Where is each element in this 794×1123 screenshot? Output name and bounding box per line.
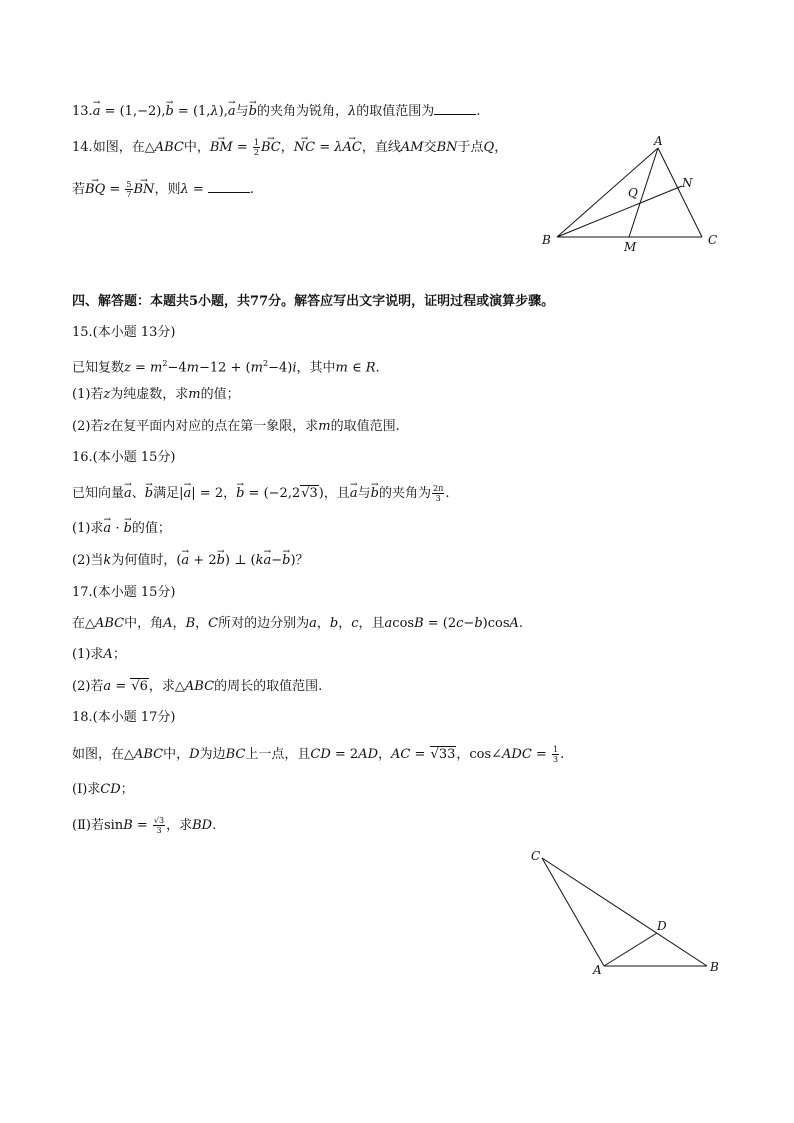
question-18-part-2: (Ⅱ)若sinB = $\frac{√3}{3}$ ，求BD. — [72, 816, 217, 835]
question-14-line-2: 若→ BQ = $\frac{5}{7}$ → BN，则λ = . — [72, 180, 254, 200]
question-16-header: 16.(本小题 15分) — [72, 450, 176, 465]
label-C: C — [708, 233, 718, 247]
label-C: C — [531, 849, 541, 863]
question-15-part-2: (2)若z在复平面内对应的点在第一象限，求m的取值范围. — [72, 419, 400, 434]
question-18-stem: 如图，在△ABC中，D为边BC上一点，且CD = 2AD，AC = √33，cos∠ADC = $\frac{1}{3}$ . — [72, 745, 565, 764]
question-number: 13. — [72, 104, 93, 119]
label-A: A — [593, 963, 602, 977]
triangle-figure-18 — [520, 840, 730, 990]
question-14-line-1 — [72, 138, 507, 158]
label-B: B — [542, 233, 551, 247]
question-17-header: 17.(本小题 15分) — [72, 585, 176, 600]
question-number: 14. — [72, 140, 93, 155]
question-13-text: → a = (1,−2),→ b = (1,λ),→ a与→ b的夹角为锐角，λ的取值范围为 . — [93, 104, 481, 119]
label-B: B — [710, 960, 719, 974]
question-18-part-1: (Ⅰ)求CD； — [72, 782, 134, 797]
section-heading: 四、解答题：本题共5小题，共77分。解答应写出文字说明，证明过程或演算步骤。 — [72, 294, 555, 309]
question-16-part-2: (2)当k为何值时，(→ a + 2→ b) ⊥ (k→ a−→ b)？ — [72, 551, 309, 571]
question-16-stem: 已知向量→ a、→ b满足|→ a| = 2，→ b = (−2,2√3)，且→ a与→ b的夹角为 $\frac{2\pi}{3}$ . — [72, 484, 449, 504]
question-17-part-1: (1)求A； — [72, 647, 126, 662]
label-M: M — [624, 240, 637, 254]
label-Q: Q — [628, 186, 638, 200]
question-17-part-2: (2)若a = √6，求△ABC的周长的取值范围. — [72, 679, 323, 694]
question-18-header: 18.(本小题 17分) — [72, 710, 176, 725]
question-17-stem: 在△ABC中，角A，B，C所对的边分别为a，b，c，且acosB = (2c−b)cosA. — [72, 616, 524, 631]
question-15-header: 15.(本小题 13分) — [72, 325, 176, 340]
triangle-figure-14 — [530, 130, 730, 260]
question-15-stem: 已知复数$z = m^2-4m-12 + (m^2-4)i$，其中m ∈ R. — [72, 359, 380, 376]
question-16-part-1: (1)求→ a · → b的值； — [72, 519, 171, 539]
question-15-part-1: (1)若z为纯虚数，求m的值； — [72, 387, 240, 402]
question-14-text: 如图，在△ABC中，→ BM = $\frac{1}{2}$ → BC，→ NC = λ→ AC，直线AM交BN于点Q， — [93, 140, 508, 155]
label-A: A — [654, 134, 663, 148]
label-D: D — [657, 919, 667, 933]
label-N: N — [682, 176, 693, 190]
question-13 — [72, 102, 480, 122]
